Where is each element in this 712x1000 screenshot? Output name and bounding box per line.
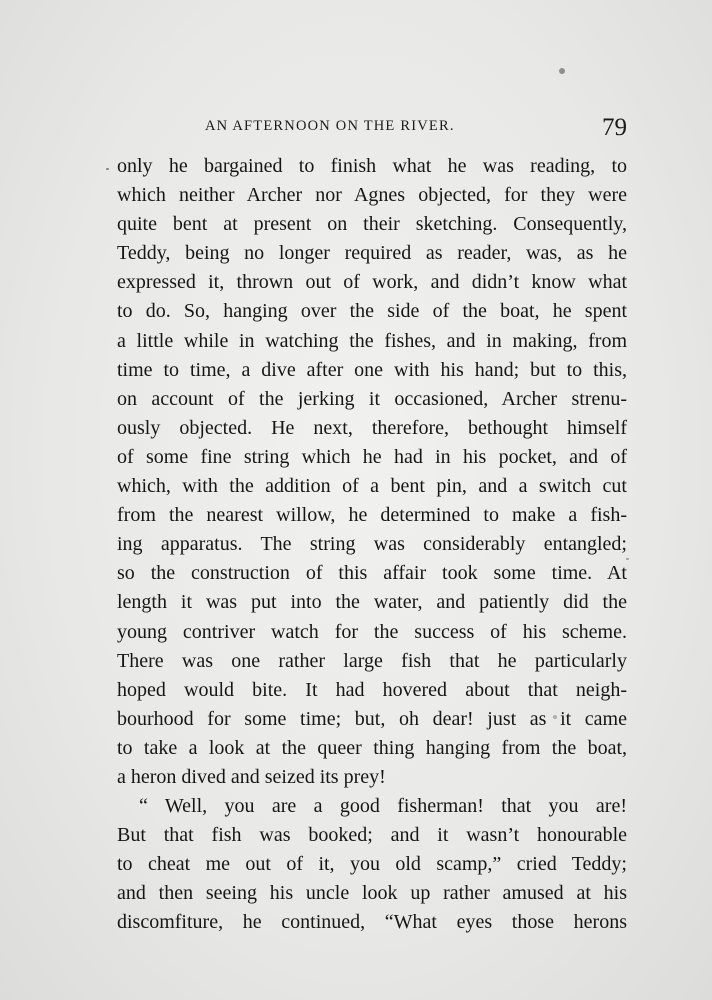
paragraph-start-line: “ Well, you are a good fisherman! that you are! (139, 795, 627, 818)
text-line: of some fine string which he had in his pocket, and of (117, 445, 627, 468)
ink-speck (559, 68, 565, 74)
text-line: bourhood for some time; but, oh dear! just as it came (117, 707, 627, 730)
text-line: from the nearest willow, he determined to make a fish- (117, 504, 627, 527)
text-line: to cheat me out of it, you old scamp,” cried Teddy; (117, 853, 627, 876)
body-text (117, 152, 627, 938)
page-header (117, 114, 627, 146)
text-line: young contriver watch for the success of his scheme. (117, 620, 627, 643)
text-line: quite bent at present on their sketching. Consequently, (117, 213, 627, 236)
running-head: AN AFTERNOON ON THE RIVER. (205, 118, 455, 134)
text-line: on account of the jerking it occasioned, Archer strenu- (117, 387, 627, 410)
text-line: which, with the addition of a bent pin, and a switch cut (117, 475, 627, 498)
text-line: and then seeing his uncle look up rather amused at his (117, 882, 627, 905)
text-line: only he bargained to finish what he was reading, to (117, 155, 627, 177)
text-line: to do. So, hanging over the side of the boat, he spent (117, 300, 627, 323)
paragraph-end-line: a heron dived and seized its prey! (117, 765, 386, 788)
text-line: hoped would bite. It had hovered about that neigh- (117, 678, 627, 701)
text-line: a little while in watching the fishes, and in making, from (117, 329, 627, 352)
text-line: time to time, a dive after one with his hand; but to this, (117, 358, 627, 381)
text-line: But that fish was booked; and it wasn’t honourable (117, 824, 627, 847)
page-number: 79 (602, 114, 627, 141)
text-line: Teddy, being no longer required as reader, was, as he (117, 242, 627, 265)
text-line: length it was put into the water, and patiently did the (117, 591, 627, 614)
text-line: There was one rather large fish that he particularly (117, 649, 627, 672)
ink-speck (106, 168, 109, 170)
text-line: expressed it, thrown out of work, and didn’t know what (117, 271, 627, 294)
text-line: which neither Archer nor Agnes objected, for they were (117, 184, 627, 207)
text-line: to take a look at the queer thing hanging from the boat, (117, 736, 627, 759)
text-line: ously objected. He next, therefore, bethought himself (117, 416, 627, 439)
text-line: ing apparatus. The string was considerably entangled; (117, 533, 627, 556)
text-line: discomfiture, he continued, “What eyes those herons (117, 911, 627, 934)
text-line: so the construction of this affair took some time. At (117, 562, 627, 585)
